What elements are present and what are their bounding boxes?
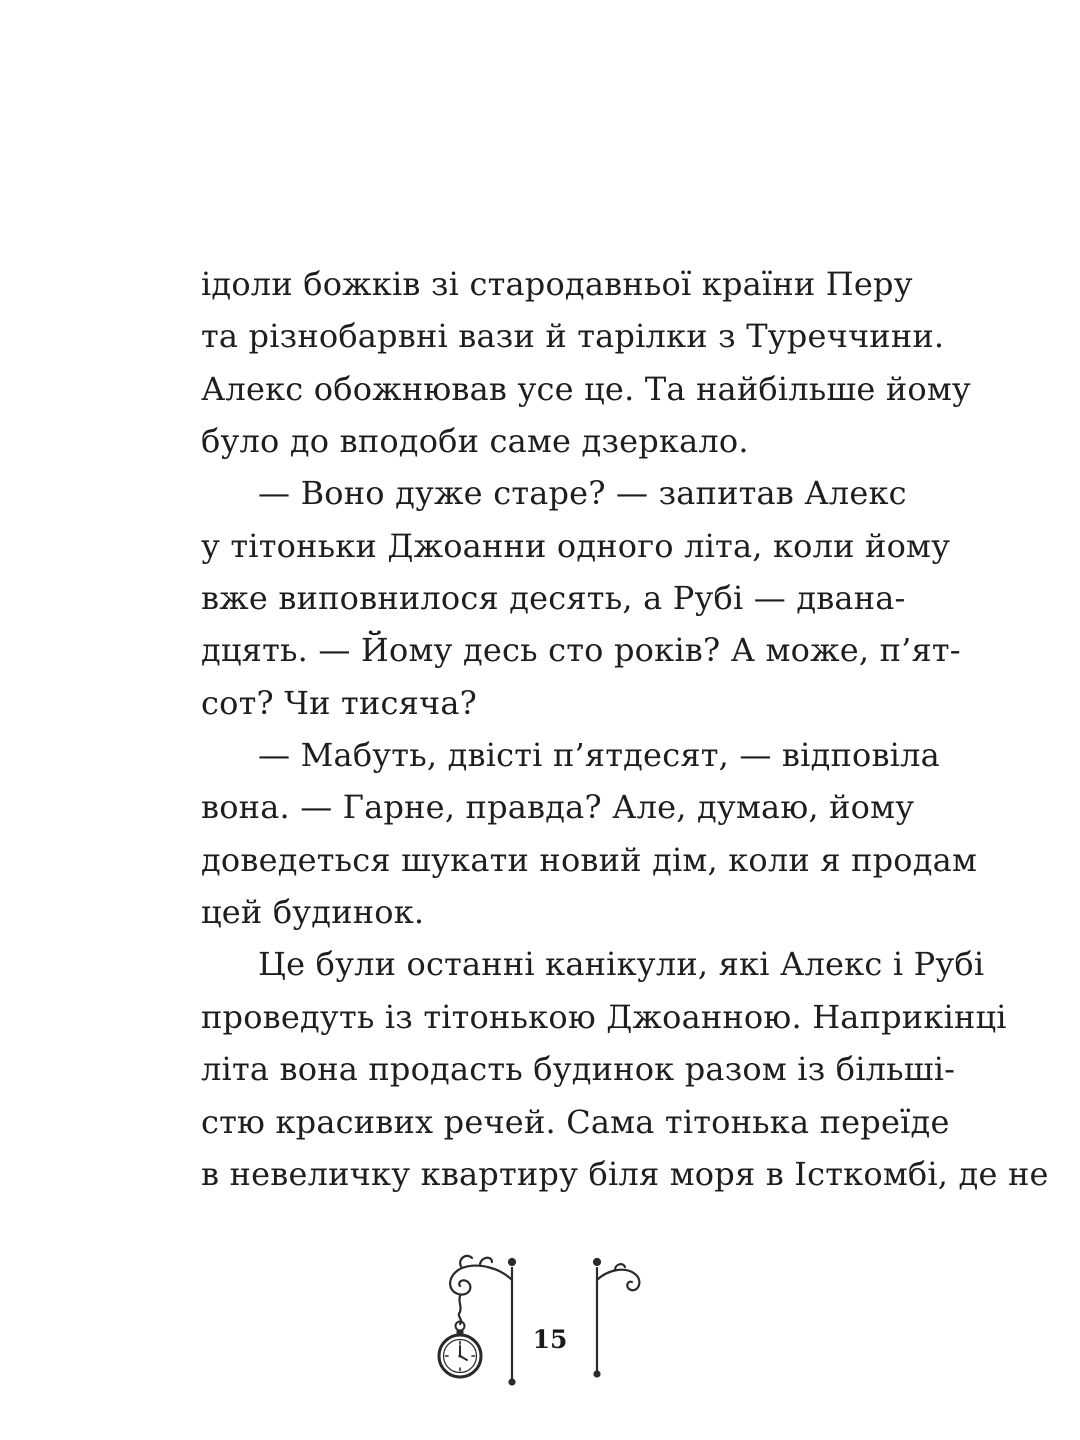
text-line: вона. — Гарне, правда? Але, думаю, йому (201, 788, 915, 827)
text-line: доведеться шукати новий дім, коли я продам (201, 840, 978, 879)
text-line: було до вподоби саме дзеркало. (201, 422, 749, 461)
text-line: цей будинок. (201, 893, 425, 932)
curl-flourish-ornament-icon (585, 1250, 655, 1380)
text-line: Алекс обожнював усе це. Та найбільше йому (201, 369, 971, 408)
text-line: проведуть із тітонькою Джоанною. Наприкінці (201, 997, 1007, 1036)
body-text (201, 258, 1049, 1200)
text-line: дцять. — Йому десь сто років? А може, п’ят- (201, 631, 961, 670)
text-line: — Мабуть, двісті п’ятдесят, — відповіла (258, 736, 940, 775)
text-line: літа вона продасть будинок разом із більші- (201, 1050, 956, 1089)
text-line: Це були останні канікули, які Алекс і Рубі (258, 945, 985, 984)
text-line: стю красивих речей. Сама тітонька переїде (201, 1102, 950, 1141)
page-footer (420, 1240, 680, 1390)
text-line: та різнобарвні вази й тарілки з Туреччини. (201, 317, 945, 356)
text-line: сот? Чи тисяча? (201, 683, 477, 722)
text-line: — Воно дуже старе? — запитав Алекс (258, 474, 907, 513)
text-line: вже виповнилося десять, а Рубі — двана- (201, 579, 906, 618)
page-number: 15 (532, 1325, 568, 1354)
text-line: у тітоньки Джоанни одного літа, коли йому (201, 526, 951, 565)
text-line: ідоли божків зі стародавньої країни Перу (201, 265, 913, 303)
text-line: в невеличку квартиру біля моря в Істкомбі, де не (201, 1154, 1049, 1193)
pocket-watch-ornament-icon (420, 1240, 530, 1390)
